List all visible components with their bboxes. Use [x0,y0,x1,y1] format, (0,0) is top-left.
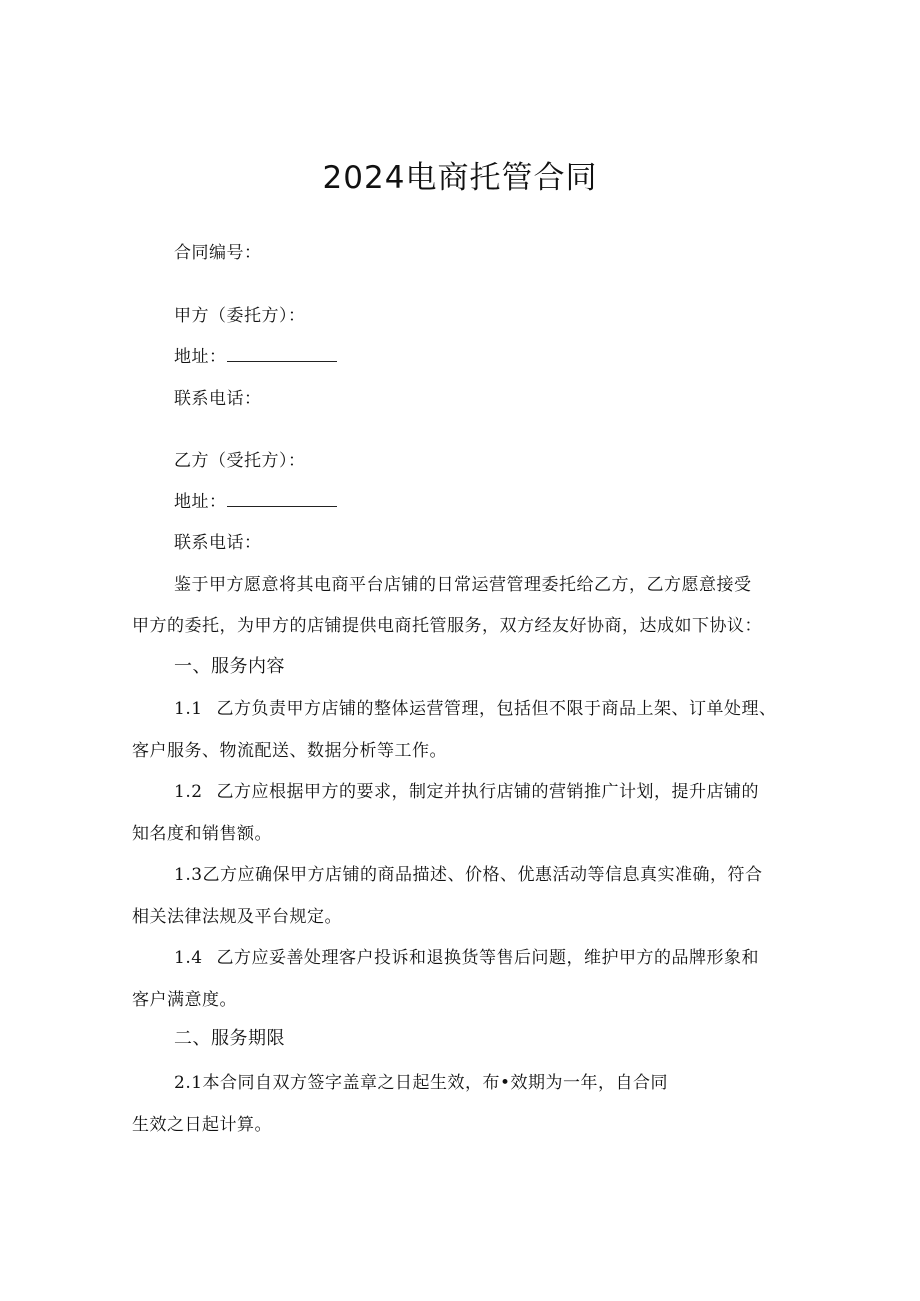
contract-number-label: 合同编号： [174,243,262,263]
clause-2-1-line-2: 生效之日起计算。 [132,1115,272,1135]
clause-1-3-line-1: 1.3乙方应确保甲方店铺的商品描述、价格、优惠活动等信息真实准确，符合 [174,865,763,885]
clause-1-4-number: 1.4 [174,948,203,968]
party-a-label: 甲方（委托方）： [174,306,306,326]
party-b-address-blank [227,492,337,507]
clause-1-2-line-2: 知名度和销售额。 [132,824,272,844]
party-b-address [174,487,337,512]
clause-1-1-text: 乙方负责甲方店铺的整体运营管理，包括但不限于商品上架、订单处理、 [216,699,777,719]
section-1-heading: 一、服务内容 [174,656,285,677]
clause-2-1-line-1: 2.1本合同自双方签字盖章之日起生效，布•效期为一年，自合同 [174,1073,669,1093]
preamble-line-1: 鉴于甲方愿意将其电商平台店铺的日常运营管理委托给乙方，乙方愿意接受 [174,575,752,595]
clause-1-1-line-1 [174,694,777,719]
clause-1-2-text: 乙方应根据甲方的要求，制定并执行店铺的营销推广计划，提升店铺的 [216,782,760,802]
preamble-line-2: 甲方的委托，为甲方的店铺提供电商托管服务，双方经友好协商，达成如下协议： [132,616,762,636]
clause-1-4-line-2: 客户满意度。 [132,990,237,1010]
clause-1-4-text: 乙方应妥善处理客户投诉和退换货等售后问题，维护甲方的品牌形象和 [216,948,760,968]
clause-1-3-line-2: 相关法律法规及平台规定。 [132,907,342,927]
party-a-address [174,342,337,367]
section-2-heading: 二、服务期限 [174,1028,285,1049]
party-b-label: 乙方（受托方）： [174,451,306,471]
clause-1-1-number: 1.1 [174,699,203,719]
party-b-address-label: 地址： [174,492,227,512]
party-a-phone-label: 联系电话： [174,389,262,409]
document-title: 2024电商托管合同 [322,160,598,196]
clause-1-1-line-2: 客户服务、物流配送、数据分析等工作。 [132,741,447,761]
clause-1-4-line-1 [174,943,759,968]
party-a-address-label: 地址： [174,347,227,367]
clause-1-2-line-1 [174,777,759,802]
party-b-phone-label: 联系电话： [174,533,262,553]
party-a-address-blank [227,347,337,362]
clause-1-2-number: 1.2 [174,782,203,802]
